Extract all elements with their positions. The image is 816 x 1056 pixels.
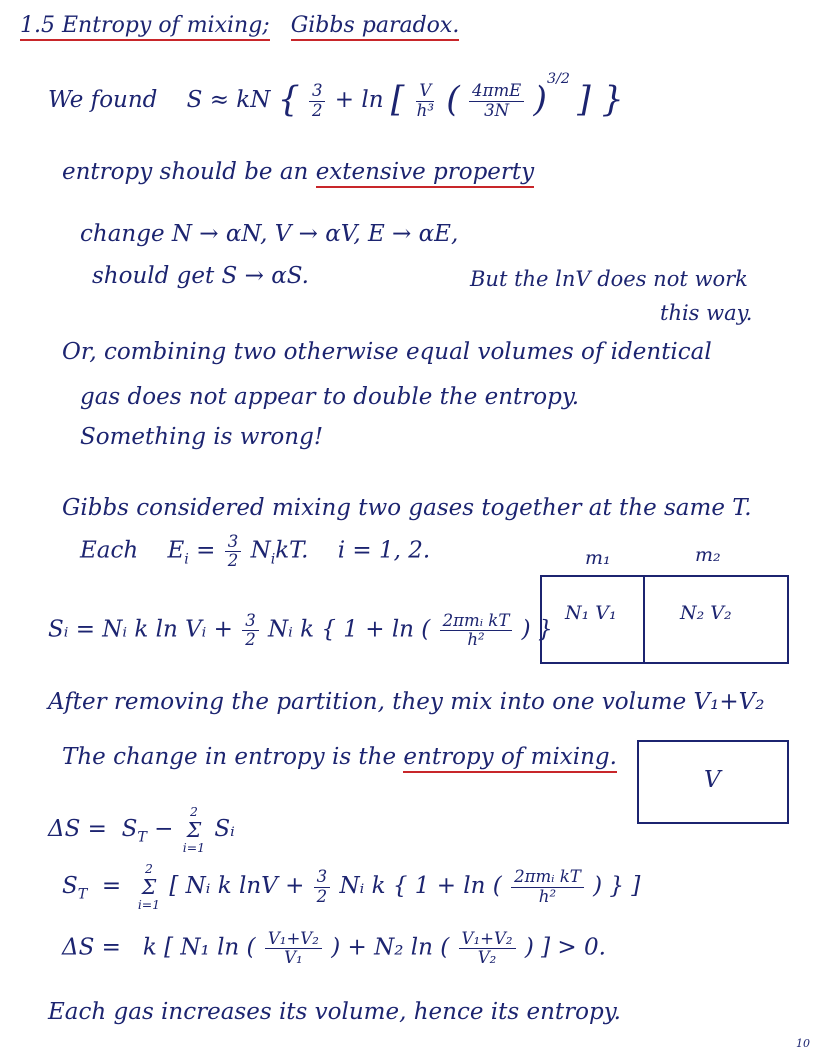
st-formula (62, 862, 640, 912)
gibbs-considered: Gibbs considered mixing two gases together at the same T. (62, 495, 752, 521)
paren: ( (446, 80, 460, 121)
section-title-sub: Gibbs paradox. (291, 13, 460, 41)
mass-label-1: m₁ (585, 547, 611, 569)
fraction-4pime-3n (469, 82, 524, 119)
each-energy-line: Each $E_i$ = $\frac{3}{2}$ $N_ikT$. i = 1, 2. (80, 532, 431, 571)
num: 2πmᵢ kT (440, 612, 513, 631)
extensive-property-underlined: extensive property (316, 159, 534, 188)
brace: { (277, 80, 300, 121)
num: V (416, 82, 434, 101)
delta-s-definition (48, 805, 235, 855)
text: The change in entropy is the (62, 744, 397, 770)
den: 2 (227, 551, 239, 571)
after-removing-line: After removing the partition, they mix into one volume V₁+V₂ (48, 689, 765, 715)
fraction-1 (265, 930, 322, 967)
entropy-of-mixing-underlined: entropy of mixing. (403, 744, 617, 773)
text: entropy should be an (62, 159, 309, 185)
result-k: k [ N₁ ln ( (142, 934, 256, 961)
fraction-3-2 (314, 868, 331, 905)
section-title-main: 1.5 Entropy of mixing; (20, 13, 270, 41)
den: 2 (316, 886, 328, 906)
sub-t: T (77, 886, 88, 903)
paren: ) (533, 80, 548, 121)
sum-top: 2 (189, 804, 198, 819)
si-mid: Nᵢ k { 1 + ln ( (268, 616, 431, 643)
delta-s: ΔS = (62, 934, 121, 961)
st-mid: Nᵢ k { 1 + ln ( (339, 873, 502, 900)
formula-lhs: S ≈ kN (186, 87, 271, 113)
we-found-label: We found (48, 87, 158, 113)
index-range: i = 1, 2. (337, 537, 431, 564)
each-label: Each (80, 537, 139, 564)
change-in-entropy-line (62, 745, 617, 770)
should-get-line: should get S → αS. (92, 263, 309, 289)
fraction-3-2 (309, 82, 326, 119)
result-close: ) ] > 0. (524, 934, 606, 961)
mixed-volume-label: V (704, 767, 721, 793)
st-close: ) } ] (593, 873, 641, 900)
gas-2-label: N₂ V₂ (680, 602, 732, 624)
equals: = (196, 537, 216, 564)
sigma: Σ (141, 874, 157, 899)
st-body: [ Nᵢ k lnV + (169, 873, 305, 900)
minus: − (154, 816, 174, 843)
num: 3 (314, 868, 331, 887)
den: h³ (416, 100, 434, 120)
num: 4πmE (469, 82, 524, 101)
summation (183, 805, 205, 855)
num: 2πmᵢ kT (511, 868, 584, 887)
si-formula (48, 612, 553, 649)
gas-1-label: N₁ V₁ (565, 602, 617, 624)
den: V₁ (284, 948, 303, 968)
equals: = (101, 873, 122, 900)
fraction-thermal (511, 868, 584, 905)
den: h² (467, 630, 485, 650)
si-lhs: Sᵢ = Nᵢ k ln Vᵢ + (48, 616, 233, 643)
si: Sᵢ (214, 816, 235, 843)
section-title (20, 14, 459, 38)
fraction-v-h3 (414, 82, 437, 119)
fraction-thermal (440, 612, 513, 649)
change-line: change N → αN, V → αV, E → αE, (80, 221, 459, 247)
entropy-formula-line (48, 72, 624, 120)
sum-bottom: i=1 (137, 897, 161, 913)
exponent: 3/2 (547, 71, 570, 87)
mass-label-2: m₂ (695, 544, 721, 566)
num: V₁+V₂ (265, 930, 322, 949)
combining-line-3: Something is wrong! (80, 424, 324, 450)
partition (643, 575, 645, 662)
fraction-2 (459, 930, 516, 967)
this-way: this way. (660, 301, 753, 325)
extensive-line (62, 160, 534, 185)
num: 3 (242, 612, 259, 631)
bracket: [ (390, 80, 405, 121)
summation (138, 862, 160, 912)
den: V₂ (477, 948, 497, 968)
den: h² (538, 886, 557, 906)
delta-s: ΔS = (48, 816, 107, 843)
s: S (121, 816, 138, 843)
result-mid: ) + N₂ ln ( (331, 934, 450, 961)
den: 3N (484, 100, 510, 120)
conclusion: Each gas increases its volume, hence its entropy. (48, 999, 621, 1025)
n: N (250, 537, 271, 564)
num: 3 (225, 533, 242, 552)
bracket-close: ] } (577, 80, 624, 121)
fraction-3-2 (225, 533, 242, 570)
sigma: Σ (186, 817, 202, 842)
kt: kT. (275, 537, 309, 564)
lnv-not-work: But the lnV does not work (470, 267, 748, 291)
mixing-entropy-result (62, 930, 606, 967)
sum-top: 2 (144, 861, 153, 876)
den: 2 (311, 100, 323, 120)
num: 3 (309, 82, 326, 101)
s: S (62, 873, 78, 900)
si-close: ) } (521, 616, 553, 643)
sum-bottom: i=1 (182, 840, 206, 856)
sub-t: T (137, 829, 147, 846)
fraction-3-2 (242, 612, 259, 649)
num: V₁+V₂ (459, 930, 516, 949)
plus-ln: + ln (334, 87, 384, 113)
den: 2 (245, 630, 256, 650)
energy-symbol: E (167, 537, 185, 564)
page-number: 10 (796, 1037, 810, 1050)
combining-line-2: gas does not appear to double the entropy. (80, 384, 580, 410)
combining-line-1: Or, combining two otherwise equal volumes of identical (62, 339, 712, 365)
